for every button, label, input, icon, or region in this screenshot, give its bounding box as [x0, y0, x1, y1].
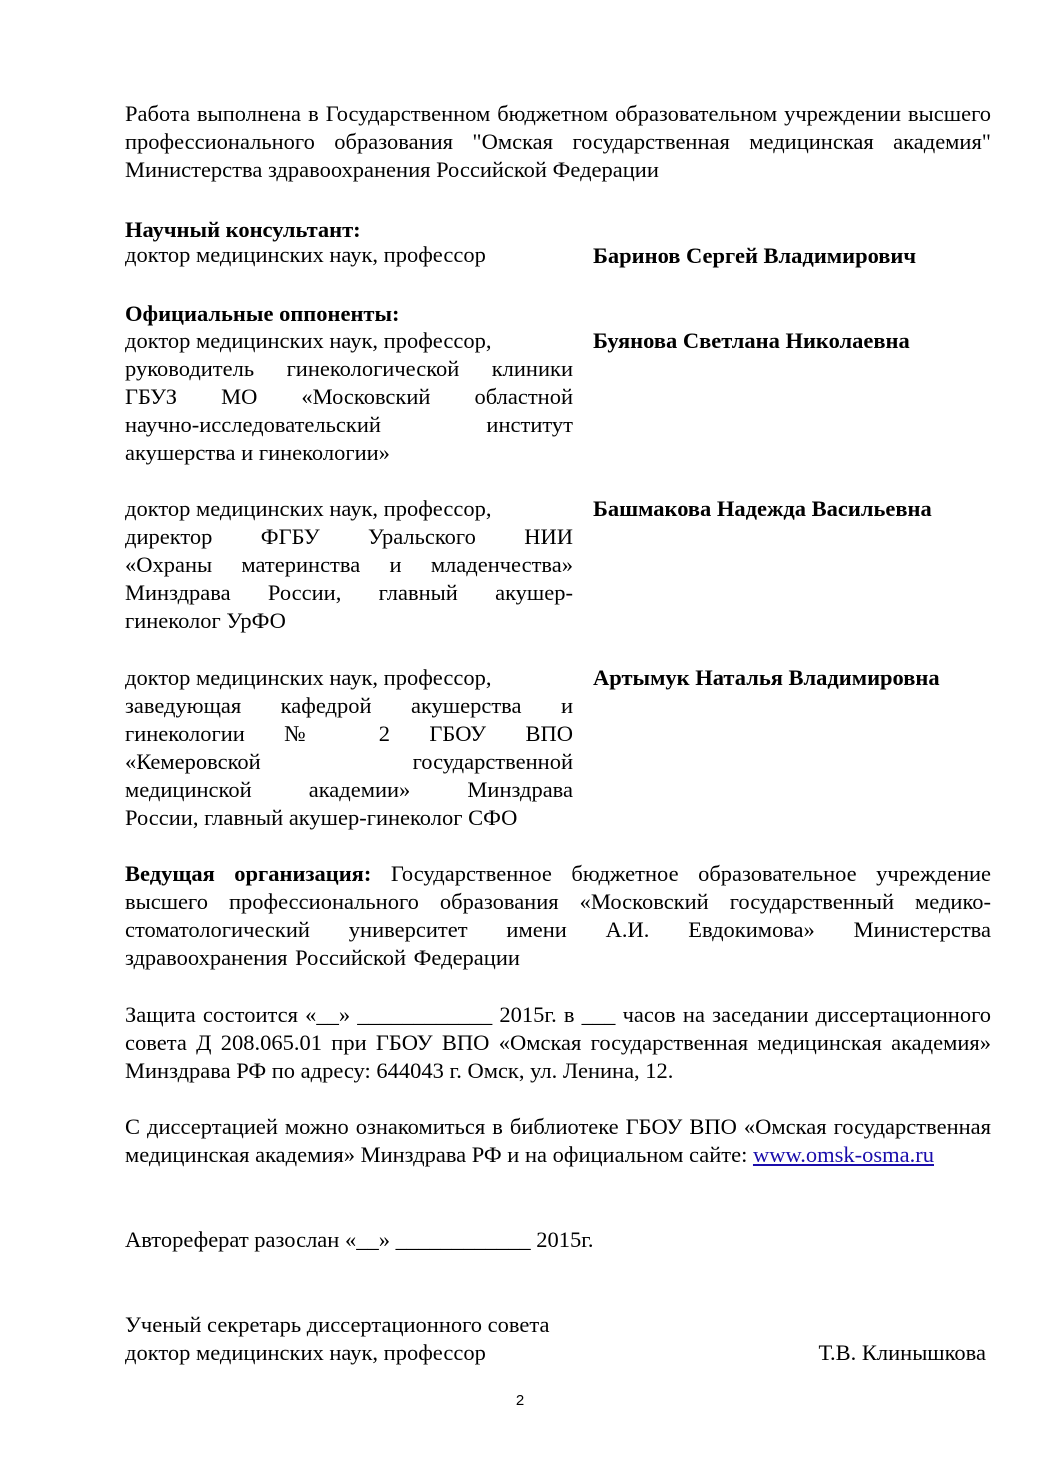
opponent-3-line: доктор медицинских наук, профессор,	[125, 665, 492, 690]
defense-paragraph: Защита состоится «__» ____________ 2015г. в ___ часов на заседании диссертационного совета Д 208.065.01 при ГБОУ ВПО «Омская государственная медицинская академия» Минздрава РФ по адресу: 644043 г. Омск, ул. Ленина, 12.	[125, 1002, 991, 1083]
opponent-2-line: гинеколог УрФО	[125, 608, 286, 633]
consultant-title: доктор медицинских наук, профессор	[125, 242, 486, 267]
opponent-3-line: гинекологии № 2 ГБОУ ВПО	[125, 721, 573, 746]
leading-org-text: Государственное бюджетное образовательное учреждение высшего профессионального образования «Московский государственный медико-стоматологический университет имени А.И. Евдокимова» Министерства здравоохранения Российской Федерации	[125, 861, 992, 970]
opponent-2-line: доктор медицинских наук, профессор,	[125, 496, 492, 521]
opponent-1-line: научно-исследовательский институт	[125, 412, 573, 437]
opponent-1-description	[125, 327, 573, 467]
opponent-2-line: Минздрава России, главный акушер-	[125, 580, 573, 605]
page-number: 2	[515, 1392, 525, 1409]
opponents-heading: Официальные оппоненты:	[125, 301, 400, 326]
consultant-heading: Научный консультант:	[125, 217, 361, 242]
secretary-name: Т.В. Клинышкова	[818, 1340, 986, 1365]
opponent-2-name: Башмакова Надежда Васильевна	[593, 496, 932, 521]
opponent-3-description	[125, 664, 573, 832]
opponent-1-line: ГБУЗ МО «Московский областной	[125, 384, 573, 409]
opponent-2-description	[125, 495, 573, 635]
mailed-line: Автореферат разослан «__» ____________ 2015г.	[125, 1227, 594, 1252]
opponent-3-name: Артымук Наталья Владимировна	[593, 665, 940, 690]
opponent-1-line: руководитель гинекологической клиники	[125, 356, 573, 381]
opponent-1-line: акушерства и гинекологии»	[125, 440, 390, 465]
opponent-1-line: доктор медицинских наук, профессор,	[125, 328, 492, 353]
opponent-3-line: России, главный акушер-гинеколог СФО	[125, 805, 518, 830]
opponent-3-line: «Кемеровской государственной	[125, 749, 573, 774]
opponent-3-line: медицинской академии» Минздрава	[125, 777, 573, 802]
opponent-1-name: Буянова Светлана Николаевна	[593, 328, 910, 353]
leading-org-label: Ведущая организация:	[125, 861, 372, 886]
secretary-title-line2: доктор медицинских наук, профессор	[125, 1340, 486, 1365]
opponent-2-line: «Охраны материнства и младенчества»	[125, 552, 573, 577]
consultant-name: Баринов Сергей Владимирович	[593, 243, 917, 268]
intro-paragraph: Работа выполнена в Государственном бюджетном образовательном учреждении высшего профессионального образования "Омская государственная медицинская академия" Министерства здравоохранения Российской Федерации	[125, 101, 991, 182]
library-paragraph	[125, 1113, 991, 1169]
leading-org-paragraph	[125, 860, 991, 972]
website-link[interactable]: www.omsk-osma.ru	[752, 1142, 934, 1167]
opponent-3-line: заведующая кафедрой акушерства и	[125, 693, 573, 718]
secretary-title-line1: Ученый секретарь диссертационного совета	[125, 1312, 550, 1337]
library-text: С диссертацией можно ознакомиться в библиотеке ГБОУ ВПО «Омская государственная медицинская академия» Минздрава РФ и на официальном сайте:	[125, 1114, 991, 1167]
opponent-2-line: директор ФГБУ Уральского НИИ	[125, 524, 573, 549]
